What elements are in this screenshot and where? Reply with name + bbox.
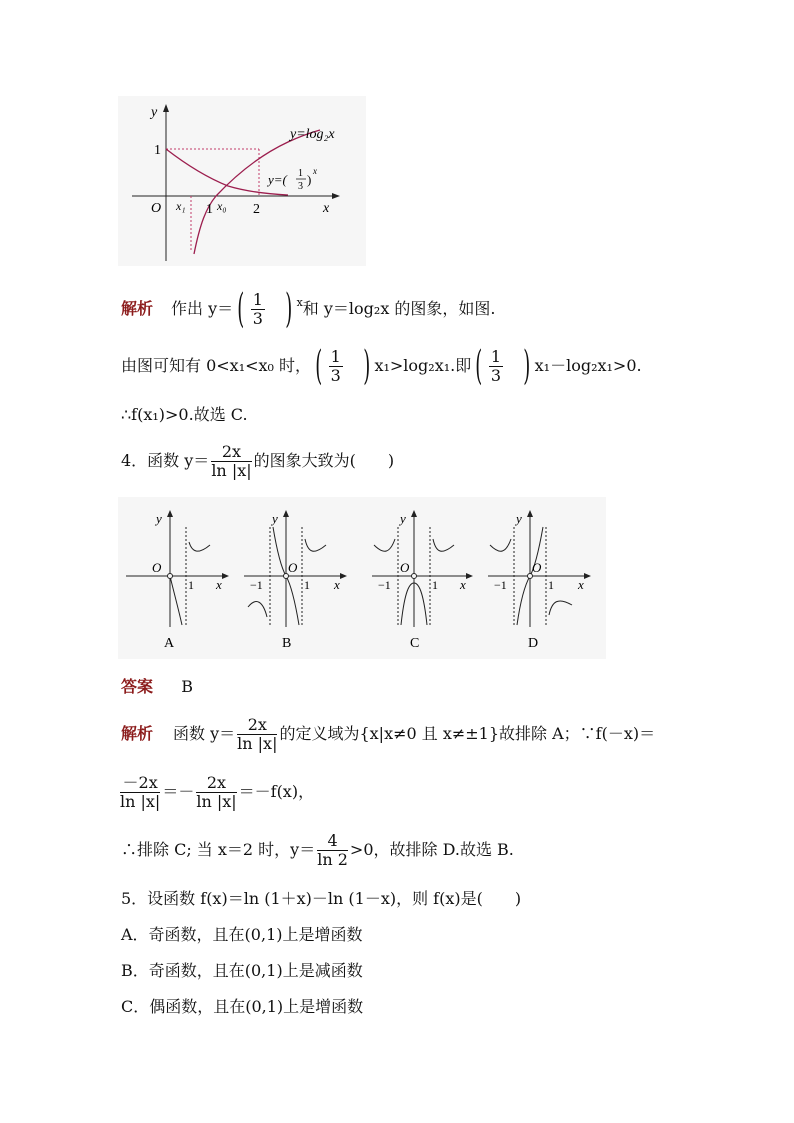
graph-c-caption: C xyxy=(410,636,420,651)
analysis1-text-b: 和 y＝log₂x 的图象，如图. xyxy=(302,299,496,318)
graph-a-caption: A xyxy=(164,636,175,651)
fraction-numerator: 1 xyxy=(330,346,341,366)
graph-d-neg-one-label: −1 xyxy=(494,578,507,592)
figure-log-vs-exponential xyxy=(118,96,366,266)
q4-suffix: 的图象大致为( ) xyxy=(253,451,395,470)
answer-value: B xyxy=(181,677,193,696)
graph-a-y-label: y xyxy=(156,511,162,526)
graph-d-y-label: y xyxy=(516,511,522,526)
fig1-tick-two: 2 xyxy=(253,202,260,217)
figure-options-abcd xyxy=(118,497,606,659)
graph-b-origin-label: O xyxy=(288,560,298,575)
question-5-option-c: C．偶函数，且在(0,1)上是增函数 xyxy=(121,997,364,1016)
question-5-option-b: B．奇函数，且在(0,1)上是减函数 xyxy=(121,961,363,980)
analysis2-l2-end: ＝－f(x)， xyxy=(238,782,315,801)
fraction-denominator: ln |x| xyxy=(196,791,237,811)
fraction-one-third xyxy=(329,348,343,385)
graph-d-origin-label: O xyxy=(532,560,542,575)
fig1-tick-x0: x₀ xyxy=(217,199,227,213)
graph-b-neg-one-label: −1 xyxy=(250,578,263,592)
fig1-curve2-prefix: y=( xyxy=(268,172,287,187)
analysis1-exponent: x xyxy=(296,296,303,309)
analysis2-line1 xyxy=(121,712,655,756)
graph-d-caption: D xyxy=(528,636,539,651)
question-5-stem: 5．设函数 f(x)＝ln (1＋x)－ln (1－x)，则 f(x)是( ) xyxy=(121,889,522,908)
analysis2-l2-mid: ＝－ xyxy=(162,782,195,801)
fraction-numerator: 2x xyxy=(211,443,251,462)
graph-c-y-label: y xyxy=(400,511,406,526)
analysis2-line2 xyxy=(118,770,314,814)
fig1-tick-one: 1 xyxy=(206,202,213,217)
fig1-curve2-suffix: ) xyxy=(307,172,312,187)
answer-tag: 答案 xyxy=(121,677,154,696)
fraction-denominator: ln 2 xyxy=(317,849,348,869)
fig1-curve1-label: y=log₂x xyxy=(290,127,335,142)
graph-d-x-label: x xyxy=(578,577,584,592)
right-paren: ) xyxy=(523,343,531,389)
line2-text-b: x₁>log₂x₁.即 xyxy=(374,356,472,375)
analysis2-text-b: 的定义域为{x|x≠0 且 x≠±1}故排除 A；∵f(－x)＝ xyxy=(279,724,656,743)
figure-background xyxy=(118,96,366,266)
graph-b-one-label: 1 xyxy=(304,578,310,592)
graph-c-one-label: 1 xyxy=(432,578,438,592)
analysis1-tag: 解析 xyxy=(121,299,154,318)
right-paren: ) xyxy=(363,343,371,389)
fraction-denominator: ln |x| xyxy=(120,791,161,811)
graph-b-y-label: y xyxy=(272,511,278,526)
fraction-numerator: 1 xyxy=(490,346,502,366)
graph-c-neg-one-label: −1 xyxy=(378,578,391,592)
fig1-x-label: x xyxy=(323,201,330,216)
fraction-denominator: 3 xyxy=(252,308,263,328)
fraction-one-third xyxy=(489,348,503,385)
fraction-denominator: 3 xyxy=(490,365,502,385)
fraction-one-third xyxy=(251,291,265,328)
line2-text-c: x₁－log₂x₁>0. xyxy=(534,356,642,375)
graph-b-caption: B xyxy=(282,636,292,651)
graph-a-origin-hole xyxy=(168,574,173,579)
line3: ∴f(x₁)>0.故选 C. xyxy=(121,405,248,424)
line2-text-a: 由图可知有 0<x₁<x₀ 时， xyxy=(121,356,312,375)
answer-line xyxy=(121,677,193,697)
fig1-y-label: y xyxy=(151,105,158,120)
analysis2-line3 xyxy=(121,828,514,872)
q4-fraction xyxy=(211,443,251,480)
line2 xyxy=(121,344,642,388)
analysis2-fraction-4-ln2 xyxy=(317,832,348,869)
fig1-origin-label: O xyxy=(151,201,162,216)
graph-a-origin-label: O xyxy=(152,560,162,575)
graph-c-origin-hole xyxy=(412,574,417,579)
graph-d-one-label: 1 xyxy=(548,578,554,592)
left-paren: ( xyxy=(315,343,323,389)
q4-prefix: 4．函数 y＝ xyxy=(121,451,210,470)
graph-b-x-label: x xyxy=(334,577,340,592)
analysis1-text-a: 作出 y＝ xyxy=(171,299,234,318)
fraction-denominator: ln |x| xyxy=(237,733,278,753)
analysis1-line xyxy=(121,287,496,331)
analysis2-tag: 解析 xyxy=(121,724,154,743)
fraction-denominator: ln |x| xyxy=(211,460,252,480)
fig1-tick-y1: 1 xyxy=(154,143,161,158)
graph-a-one-label: 1 xyxy=(188,578,194,592)
fraction-denominator: 3 xyxy=(330,365,341,385)
graph-c-x-label: x xyxy=(460,577,466,592)
fraction-numerator: －2x xyxy=(120,774,160,793)
fraction-numerator: 4 xyxy=(317,832,348,851)
right-paren: ) xyxy=(285,286,293,332)
fig1-curve2-exp: x xyxy=(313,166,317,176)
analysis2-l3-b: >0，故排除 D.故选 B. xyxy=(349,840,514,859)
analysis2-fraction xyxy=(237,716,277,753)
question-4 xyxy=(121,439,394,483)
analysis2-fraction-pos xyxy=(196,774,236,811)
analysis2-l3-a: ∴排除 C; 当 x＝2 时，y＝ xyxy=(121,840,316,859)
fraction-numerator: 2x xyxy=(196,774,236,793)
fraction-numerator: 1 xyxy=(252,289,263,309)
graph-a-x-label: x xyxy=(216,577,222,592)
analysis2-fraction-neg xyxy=(120,774,160,811)
question-5-option-a: A．奇函数，且在(0,1)上是增函数 xyxy=(121,925,363,944)
fraction-numerator: 2x xyxy=(237,716,277,735)
left-paren: ( xyxy=(475,343,483,389)
graph-c-origin-label: O xyxy=(400,560,410,575)
left-paren: ( xyxy=(237,286,245,332)
fig1-curve2-den: 3 xyxy=(298,181,303,192)
fig1-curve2-num: 1 xyxy=(298,168,303,179)
analysis2-text-a: 函数 y＝ xyxy=(173,724,236,743)
fig1-tick-x1: x₁ xyxy=(176,199,186,213)
